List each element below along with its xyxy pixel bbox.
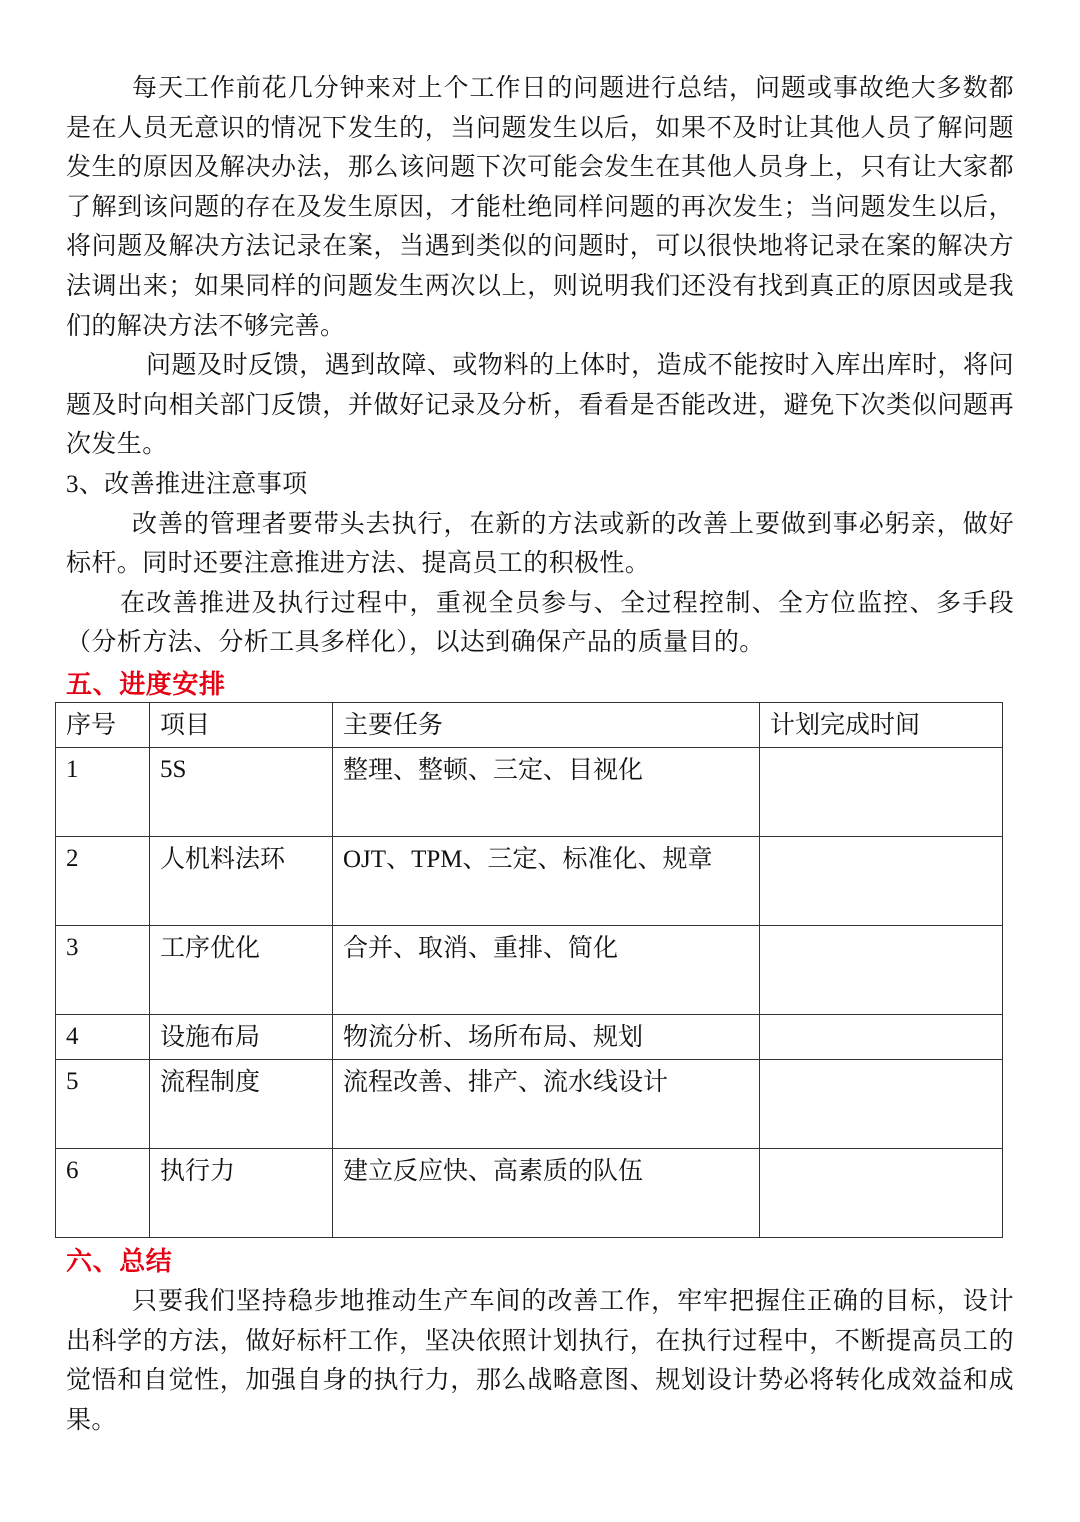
row-item: 执行力 — [150, 1149, 333, 1238]
table-row — [56, 1060, 1003, 1149]
paragraph-summary: 只要我们坚持稳步地推动生产车间的改善工作，牢牢把握住正确的目标，设计出科学的方法，做好标杆工作，坚决依照计划执行，在执行过程中，不断提高员工的觉悟和自觉性，加强自身的执行力，那么战略意图、规划设计势必将转化成效益和成果。 — [66, 1286, 1014, 1434]
schedule-table-container — [55, 702, 1003, 1238]
section-title-summary: 六、总结 — [66, 1247, 173, 1277]
row-task-part: OJT — [343, 846, 387, 873]
header-planned-time: 计划完成时间 — [760, 703, 1003, 748]
table-row — [56, 1015, 1003, 1060]
row-number: 1 — [56, 748, 150, 837]
section-title-schedule: 五、进度安排 — [66, 670, 226, 700]
row-time — [760, 926, 1003, 1015]
row-time — [760, 1149, 1003, 1238]
paragraph-full-participation: 在改善推进及执行过程中，重视全员参与、全过程控制、全方位监控、多手段（分析方法、分析工具多样化），以达到确保产品的质量目的。 — [66, 587, 1014, 657]
row-number: 2 — [56, 837, 150, 926]
row-number: 5 — [56, 1060, 150, 1149]
row-task: 物流分析、场所布局、规划 — [333, 1015, 760, 1060]
header-item: 项目 — [150, 703, 333, 748]
table-row — [56, 926, 1003, 1015]
row-number: 4 — [56, 1015, 150, 1060]
header-main-task: 主要任务 — [333, 703, 760, 748]
row-item: 设施布局 — [150, 1015, 333, 1060]
paragraph-feedback: 问题及时反馈，遇到故障、或物料的上体时，造成不能按时入库出库时，将问题及时向相关部门反馈，并做好记录及分析，看看是否能改进，避免下次类似问题再次发生。 — [66, 350, 1014, 459]
table-row — [56, 748, 1003, 837]
subsection-number: 3 — [66, 470, 79, 498]
row-time — [760, 1060, 1003, 1149]
table-row — [56, 837, 1003, 926]
subsection-title: 、改善推进注意事项 — [78, 468, 308, 498]
row-task: 整理、整顿、三定、目视化 — [333, 748, 760, 837]
row-number: 6 — [56, 1149, 150, 1238]
paragraph-manager-lead: 改善的管理者要带头去执行，在新的方法或新的改善上要做到事必躬亲，做好标杆。同时还要注意推进方法、提高员工的积极性。 — [66, 508, 1014, 578]
row-number: 3 — [56, 926, 150, 1015]
subsection-heading-3 — [66, 464, 1014, 504]
table-row — [56, 1149, 1003, 1238]
schedule-table — [55, 702, 1003, 1238]
document-body — [66, 68, 1014, 662]
row-task-part: 、三定、标准化、规章 — [462, 844, 713, 873]
row-time — [760, 837, 1003, 926]
summary-body — [66, 1281, 1014, 1439]
row-task-part: TPM — [411, 846, 463, 873]
row-task: 合并、取消、重排、简化 — [333, 926, 760, 1015]
paragraph-daily-review: 每天工作前花几分钟来对上个工作日的问题进行总结，问题或事故绝大多数都是在人员无意识的情况下发生的，当问题发生以后，如果不及时让其他人员了解问题发生的原因及解决办法，那么该问题下次可能会发生在其他人员身上，只有让大家都了解到该问题的存在及发生原因，才能杜绝同样问题的再次发生；当问题发生以后，将问题及解决方法记录在案，当遇到类似的问题时，可以很快地将记录在案的解决方法调出来；如果同样的问题发生两次以上，则说明我们还没有找到真正的原因或是我们的解决方法不够完善。 — [66, 73, 1014, 340]
row-item: 工序优化 — [150, 926, 333, 1015]
row-task — [333, 837, 760, 926]
row-task-part: 、 — [386, 844, 412, 873]
row-item: 人机料法环 — [150, 837, 333, 926]
table-header-row — [56, 703, 1003, 748]
row-item: 流程制度 — [150, 1060, 333, 1149]
row-task: 建立反应快、高素质的队伍 — [333, 1149, 760, 1238]
row-time — [760, 1015, 1003, 1060]
row-time — [760, 748, 1003, 837]
header-number: 序号 — [56, 703, 150, 748]
row-item: 5S — [150, 748, 333, 837]
row-task: 流程改善、排产、流水线设计 — [333, 1060, 760, 1149]
